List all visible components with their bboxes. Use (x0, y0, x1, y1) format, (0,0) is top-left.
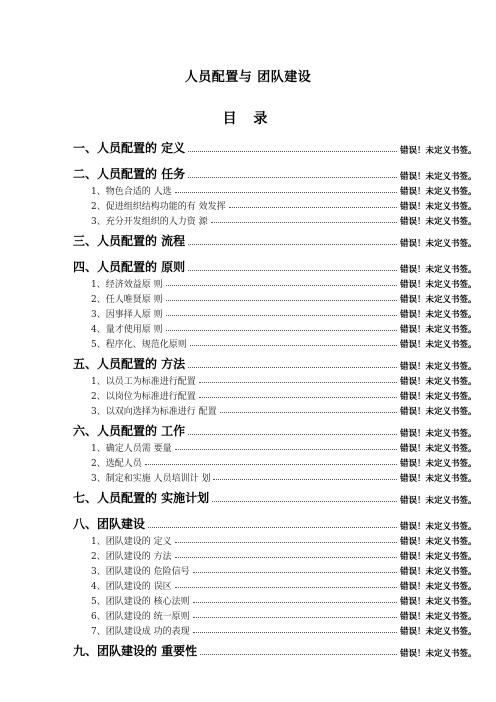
toc-entry-page-ref: 错误！未定义书签。 (400, 202, 477, 212)
toc-entry-label: 五、人员配置的 方法 (73, 357, 186, 371)
toc-entry-section[interactable] (0, 404, 496, 417)
toc-entry-label: 六、人员配置的 工作 (73, 424, 186, 438)
toc-entry-label: 2、促进组织结构功能的有 效发挥 (91, 202, 226, 212)
toc-entry-page-ref: 错误！未定义书签。 (400, 280, 477, 290)
toc-entry-page-ref: 错误！未定义书签。 (400, 582, 477, 592)
toc-leader-dots (193, 571, 397, 573)
toc-entry-section[interactable] (0, 579, 496, 592)
toc-leader-dots (175, 541, 397, 543)
toc-entry-label: 三、人员配置的 流程 (73, 234, 186, 248)
toc-entry-label: 5、程序化、规范化原则 (91, 340, 187, 350)
toc-entry-section[interactable] (0, 292, 496, 305)
toc-entry-label: 2、选配人员 (91, 459, 142, 469)
toc-leader-dots (193, 616, 397, 618)
toc-entry-label: 1、团队建设的 定义 (91, 537, 172, 547)
toc-entry-label: 1、确定人员需 要量 (91, 444, 172, 454)
toc-leader-dots (188, 243, 397, 245)
toc-leader-dots (200, 653, 397, 655)
toc-entry-label: 1、物色合适的 人选 (91, 187, 172, 197)
toc-leader-dots (166, 299, 397, 301)
toc-entry-page-ref: 错误！未定义书签。 (400, 265, 477, 275)
toc-entry-chapter[interactable] (0, 490, 496, 506)
toc-entry-section[interactable] (0, 456, 496, 469)
toc-entry-page-ref: 错误！未定义书签。 (400, 392, 477, 402)
toc-entry-label: 5、团队建设的 核心法则 (91, 597, 190, 607)
toc-entry-section[interactable] (0, 441, 496, 454)
toc-entry-label: 3、因事择人原 则 (91, 310, 163, 320)
toc-entry-label: 6、团队建设的 统一原则 (91, 612, 190, 622)
toc-entry-label: 七、人员配置的 实施计划 (73, 491, 210, 505)
toc-entry-page-ref: 错误！未定义书签。 (400, 377, 477, 387)
toc-entry-page-ref: 错误！未定义书签。 (400, 567, 477, 577)
toc-entry-section[interactable] (0, 374, 496, 387)
toc-leader-dots (166, 329, 397, 331)
toc-leader-dots (175, 191, 397, 193)
toc-entry-chapter[interactable] (0, 516, 496, 532)
toc-entry-section[interactable] (0, 337, 496, 350)
toc-leader-dots (193, 601, 397, 603)
toc-entry-page-ref: 错误！未定义书签。 (400, 217, 477, 227)
toc-entry-chapter[interactable] (0, 166, 496, 182)
toc-entry-section[interactable] (0, 471, 496, 484)
toc-leader-dots (166, 314, 397, 316)
toc-entry-label: 二、人员配置的 任务 (73, 167, 186, 181)
toc-entry-page-ref: 错误！未定义书签。 (400, 459, 477, 469)
toc-entry-label: 3、充分开发组织的人力资 源 (91, 217, 208, 227)
toc-leader-dots (188, 176, 397, 178)
toc-entry-page-ref: 错误！未定义书签。 (400, 537, 477, 547)
toc-entry-label: 一、人员配置的 定义 (73, 141, 186, 155)
toc-entry-page-ref: 错误！未定义书签。 (400, 474, 477, 484)
toc-leader-dots (229, 206, 397, 208)
toc-entry-label: 4、量才使用原 则 (91, 325, 163, 335)
toc-entry-section[interactable] (0, 322, 496, 335)
toc-entry-page-ref: 错误！未定义书签。 (400, 340, 477, 350)
toc-entry-section[interactable] (0, 277, 496, 290)
toc-entry-label: 九、团队建设的 重要性 (73, 644, 198, 658)
toc-entry-page-ref: 错误！未定义书签。 (400, 295, 477, 305)
toc-entry-page-ref: 错误！未定义书签。 (400, 597, 477, 607)
toc-entry-section[interactable] (0, 609, 496, 622)
toc-entry-page-ref: 错误！未定义书签。 (400, 187, 477, 197)
toc-entry-chapter[interactable] (0, 423, 496, 439)
toc-entry-section[interactable] (0, 564, 496, 577)
toc-entry-page-ref: 错误！未定义书签。 (400, 310, 477, 320)
toc-entry-page-ref: 错误！未定义书签。 (400, 362, 477, 372)
toc-leader-dots (212, 500, 397, 502)
toc-leader-dots (211, 221, 397, 223)
toc-entry-label: 3、团队建设的 危险信号 (91, 567, 190, 577)
toc-entry-page-ref: 错误！未定义书签。 (400, 496, 477, 506)
document-title: 人员配置与 团队建设 (184, 70, 312, 85)
toc-leader-dots (175, 556, 397, 558)
toc-leader-dots (213, 478, 397, 480)
toc-entry-section[interactable] (0, 594, 496, 607)
toc-entry-section[interactable] (0, 184, 496, 197)
toc-entry-page-ref: 错误！未定义书签。 (400, 325, 477, 335)
toc-entry-page-ref: 错误！未定义书签。 (400, 172, 477, 182)
toc-heading: 目 录 (222, 111, 274, 127)
toc-entry-page-ref: 错误！未定义书签。 (400, 444, 477, 454)
toc-entry-section[interactable] (0, 549, 496, 562)
toc-entry-section[interactable] (0, 389, 496, 402)
toc-entry-label: 3、制定和实施 人员培训计 划 (91, 474, 211, 484)
toc-entry-page-ref: 错误！未定义书签。 (400, 407, 477, 417)
toc-entry-label: 7、团队建设成 功的表现 (91, 627, 190, 637)
toc-entry-page-ref: 错误！未定义书签。 (400, 239, 477, 249)
toc-entry-label: 八、团队建设 (73, 517, 146, 531)
toc-entry-label: 3、以双向选择为标准进行 配置 (91, 407, 217, 417)
toc-entry-page-ref: 错误！未定义书签。 (400, 146, 477, 156)
toc-entry-label: 四、人员配置的 原则 (73, 260, 186, 274)
toc-entry-page-ref: 错误！未定义书签。 (400, 627, 477, 637)
toc-entry-page-ref: 错误！未定义书签。 (400, 649, 477, 659)
toc-entry-section[interactable] (0, 214, 496, 227)
toc-entry-chapter[interactable] (0, 259, 496, 275)
toc-entry-label: 1、经济效益原 则 (91, 280, 163, 290)
toc-entry-label: 2、任人唯贤原 则 (91, 295, 163, 305)
toc-entry-label: 2、以岗位为标准进行配置 (91, 392, 196, 402)
toc-entry-page-ref: 错误！未定义书签。 (400, 522, 477, 532)
toc-leader-dots (188, 269, 397, 271)
toc-entry-label: 4、团队建设的 误区 (91, 582, 172, 592)
toc-entry-chapter[interactable] (0, 356, 496, 372)
toc-entry-section[interactable] (0, 307, 496, 320)
toc-leader-dots (188, 433, 397, 435)
toc-entry-label: 1、以员工为标准进行配置 (91, 377, 196, 387)
toc-leader-dots (166, 284, 397, 286)
toc-entry-page-ref: 错误！未定义书签。 (400, 429, 477, 439)
toc-leader-dots (188, 366, 397, 368)
toc-leader-dots (220, 411, 397, 413)
toc-leader-dots (199, 396, 397, 398)
toc-leader-dots (175, 448, 397, 450)
toc-leader-dots (188, 150, 397, 152)
toc-entry-section[interactable] (0, 199, 496, 212)
toc-leader-dots (199, 381, 397, 383)
toc-leader-dots (175, 586, 397, 588)
toc-leader-dots (148, 526, 397, 528)
toc-entry-chapter[interactable] (0, 140, 496, 156)
toc-entry-chapter[interactable] (0, 233, 496, 249)
toc-entry-page-ref: 错误！未定义书签。 (400, 552, 477, 562)
toc-entry-chapter[interactable] (0, 643, 496, 659)
toc-leader-dots (190, 344, 397, 346)
toc-leader-dots (193, 631, 397, 633)
toc-entry-label: 2、团队建设的 方法 (91, 552, 172, 562)
toc-entry-page-ref: 错误！未定义书签。 (400, 612, 477, 622)
toc-entry-section[interactable] (0, 624, 496, 637)
toc-entry-section[interactable] (0, 534, 496, 547)
toc-leader-dots (145, 463, 397, 465)
